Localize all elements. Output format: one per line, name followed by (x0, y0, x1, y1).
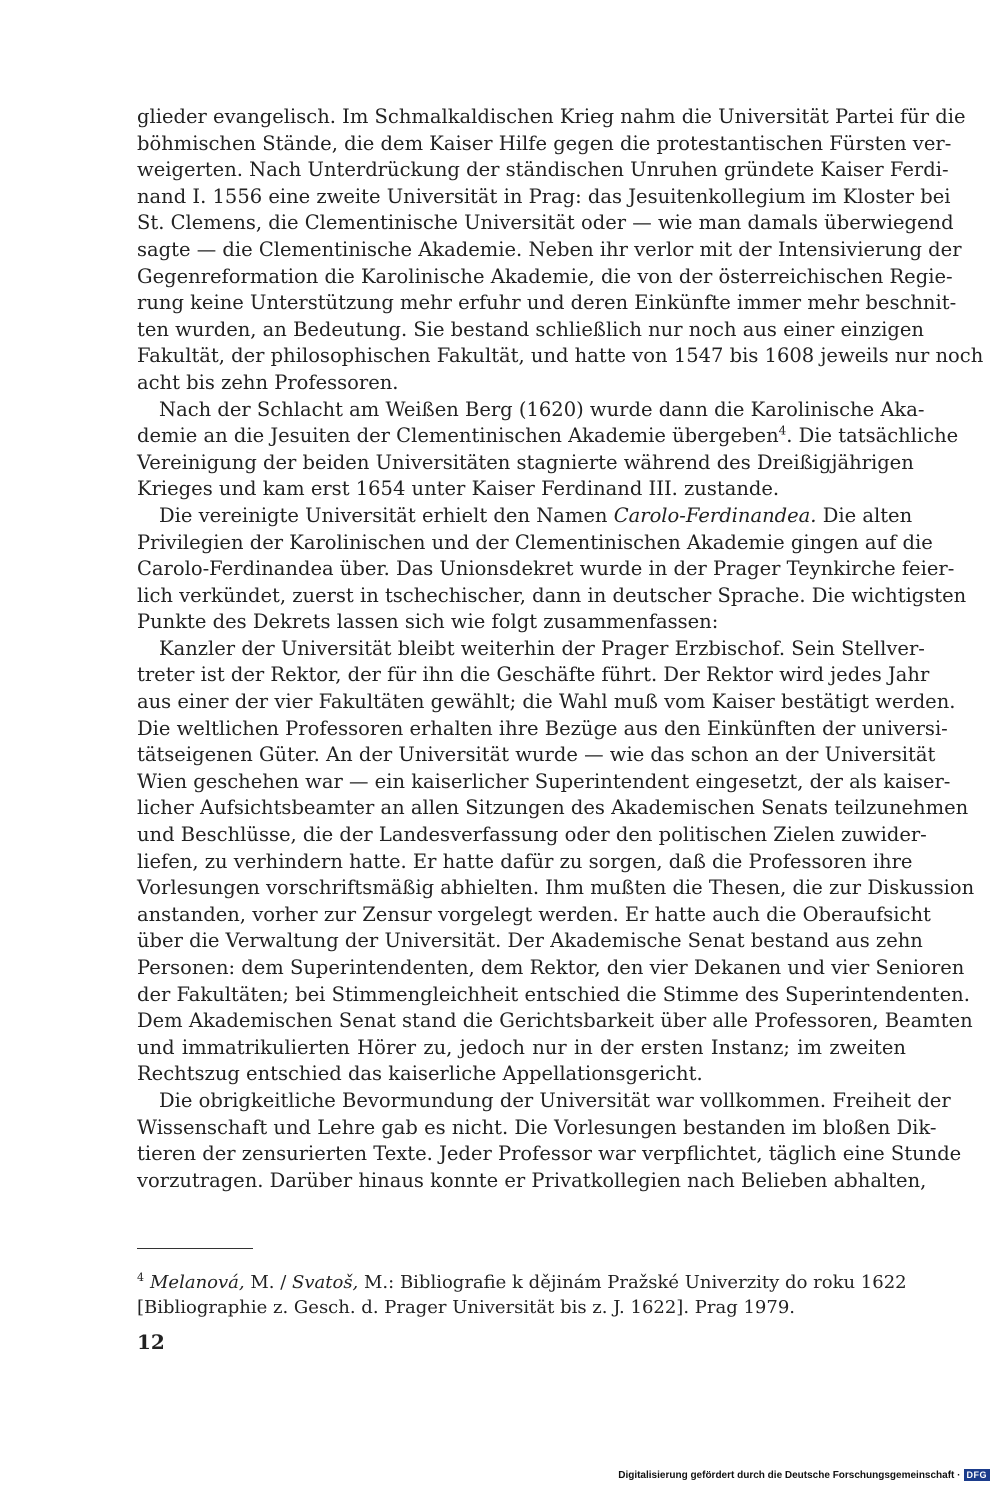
text-line: aus einer der vier Fakultäten gewählt; die Wahl muß vom Kaiser bestätigt werden. (137, 690, 956, 714)
main-text (137, 104, 984, 1194)
text-segment: Die vereinigte Universität erhielt den Namen (159, 503, 608, 527)
text-line: ten wurden, an Bedeutung. Sie bestand schließlich nur noch aus einer einzigen (137, 317, 924, 341)
text-line: licher Aufsichtsbeamter an allen Sitzungen des Akademischen Senats teilzunehmen (137, 796, 969, 820)
text-line: weigerten. Nach Unterdrückung der ständischen Unruhen gründete Kaiser Ferdi- (137, 158, 949, 182)
footnote-text: M. / (244, 1272, 293, 1293)
footnote-number: 4 (137, 1271, 144, 1284)
text-line-with-italic (137, 503, 913, 530)
text-line: Gegenreformation die Karolinische Akademie, die von der österreichischen Regie- (137, 264, 953, 288)
text-line: acht bis zehn Professoren. (137, 370, 399, 394)
text-line: Fakultät, der philosophischen Fakultät, und hatte von 1547 bis 1608 jeweils nur noch (137, 344, 984, 368)
text-segment: demie an die Jesuiten der Clementinischen Akademie übergeben (137, 424, 779, 448)
text-line: tieren der zensurierten Texte. Jeder Professor war verpflichtet, täglich eine Stunde (137, 1142, 962, 1166)
funding-note (618, 1469, 990, 1481)
footnote-text: M.: Bibliografie k dějinám Pražské Univerzity do roku 1622 (358, 1272, 907, 1293)
italic-name: Carolo-Ferdinandea. (613, 503, 817, 527)
footnote-line (137, 1271, 906, 1296)
text-line: Personen: dem Superintendenten, dem Rektor, den vier Dekanen und vier Senioren (137, 956, 965, 979)
text-line: Nach der Schlacht am Weißen Berg (1620) wurde dann die Karolinische Aka- (159, 397, 925, 421)
footnote-divider (137, 1248, 253, 1249)
text-line: Punkte des Dekrets lassen sich wie folgt zusammenfassen: (137, 610, 719, 634)
text-line: nand I. 1556 eine zweite Universität in Prag: das Jesuitenkollegium im Kloster bei (137, 184, 951, 208)
footnote-author: Melanová, (150, 1272, 245, 1293)
text-line: treter ist der Rektor, der für ihn die Geschäfte führt. Der Rektor wird jedes Jahr (137, 663, 930, 687)
text-line: Krieges und kam erst 1654 unter Kaiser Ferdinand III. zustande. (137, 477, 780, 501)
text-line: Wien geschehen war — ein kaiserlicher Superintendent eingesetzt, der als kaiser- (137, 769, 951, 793)
text-line: über die Verwaltung der Universität. Der Akademische Senat bestand aus zehn (137, 929, 923, 953)
text-line: tätseigenen Güter. An der Universität wurde — wie das schon an der Universität (137, 743, 936, 767)
text-line: lich verkündet, zuerst in tschechischer, dann in deutscher Sprache. Die wichtigsten (137, 583, 967, 607)
text-line: böhmischen Stände, die dem Kaiser Hilfe gegen die protestantischen Fürsten ver- (137, 131, 952, 155)
text-line: Rechtszug entschied das kaiserliche Appellationsgericht. (137, 1062, 703, 1086)
footnote-line: [Bibliographie z. Gesch. d. Prager Universität bis z. J. 1622]. Prag 1979. (137, 1296, 795, 1318)
text-line: und Beschlüsse, die der Landesverfassung oder den politischen Zielen zuwider- (137, 823, 927, 847)
text-line: liefen, zu verhindern hatte. Er hatte dafür zu sorgen, daß die Professoren ihre (137, 849, 913, 873)
dfg-logo-icon: DFG (964, 1469, 991, 1481)
text-line: St. Clemens, die Clementinische Universität oder — wie man damals überwiegend (137, 211, 954, 235)
text-segment: Die alten (822, 503, 913, 527)
text-line: Vorlesungen vorschriftsmäßig abhielten. Ihm mußten die Thesen, die zur Diskussion (137, 876, 975, 900)
text-line: Wissenschaft und Lehre gab es nicht. Die Vorlesungen bestanden im bloßen Dik- (137, 1115, 937, 1139)
footnote-reference: 4 (778, 423, 787, 438)
text-line: und immatrikulierten Hörer zu, jedoch nur in der ersten Instanz; im zweiten (137, 1035, 906, 1059)
footnote-author: Svatoš, (292, 1272, 359, 1293)
text-line: der Fakultäten; bei Stimmengleichheit entschied die Stimme des Superintendenten. (137, 982, 970, 1006)
text-line: Kanzler der Universität bleibt weiterhin der Prager Erzbischof. Sein Stellver- (159, 636, 925, 660)
text-line: vorzutragen. Darüber hinaus konnte er Privatkollegien nach Belieben abhalten, (137, 1168, 927, 1192)
text-line-with-footnote-ref (137, 423, 959, 450)
funding-text: Digitalisierung gefördert durch die Deutsche Forschungsgemeinschaft · (618, 1469, 961, 1481)
text-line: glieder evangelisch. Im Schmalkaldischen Krieg nahm die Universität Partei für die (137, 105, 966, 128)
text-line: rung keine Unterstützung mehr erfuhr und deren Einkünfte immer mehr beschnit- (137, 291, 957, 315)
text-line: Privilegien der Karolinischen und der Clementinischen Akademie gingen auf die (137, 530, 933, 554)
text-line: Dem Akademischen Senat stand die Gerichtsbarkeit über alle Professoren, Beamten (137, 1009, 973, 1033)
text-line: Carolo-Ferdinandea über. Das Unionsdekret wurde in der Prager Teynkirche feier- (137, 557, 955, 581)
text-line: Vereinigung der beiden Universitäten stagnierte während des Dreißigjährigen (137, 450, 914, 474)
text-line: anstanden, vorher zur Zensur vorgelegt werden. Er hatte auch die Oberaufsicht (137, 902, 931, 926)
text-line: Die weltlichen Professoren erhalten ihre Bezüge aus den Einkünften der universi- (137, 716, 948, 740)
text-segment: . Die tatsächliche (786, 424, 959, 448)
text-line: sagte — die Clementinische Akademie. Neben ihr verlor mit der Intensivierung der (137, 237, 962, 261)
page-number: 12 (137, 1330, 165, 1354)
footnote (137, 1271, 906, 1320)
text-line: Die obrigkeitliche Bevormundung der Universität war vollkommen. Freiheit der (159, 1088, 951, 1112)
